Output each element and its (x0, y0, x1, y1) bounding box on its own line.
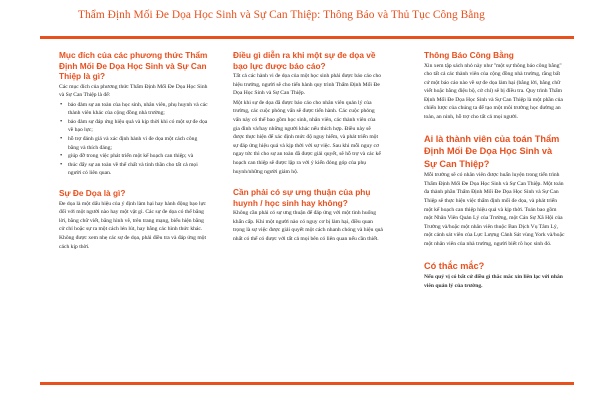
purpose-heading: Mục đích của các phương thức Thẩm Định Mối Đe Dọa Học Sinh và Sự Can Thiệp là gì? (59, 50, 208, 81)
purpose-intro: Các mục đích của phương thức Thẩm Định Mối Đe Dọa Học Sinh và Sự Can Thiệp là để: (59, 83, 208, 99)
what-happens-heading: Điều gì diễn ra khi một sự đe dọa về bạo lực được báo cáo? (233, 50, 376, 71)
list-item: • thúc đẩy sự an toàn về thể chất và tinh thần cho tất cả mọi người có liên quan. (59, 161, 209, 178)
threat-heading: Sự Đe Dọa là gì? (59, 188, 126, 199)
questions-heading: Có thắc mắc? (424, 260, 485, 271)
column-right (424, 50, 566, 291)
list-item: • bảo đảm sự đáp ứng hiệu quả và kịp thời khi có một sự đe dọa về bạo lực; (59, 118, 209, 135)
consent-text: Không cần phải có sự ưng thuận để đáp ứng với một tình huống khẩn cấp. Khi một người nào có nguy cơ bị làm hại, điều quan trọng là sự việc được giải quyết một cách nhanh chóng và hiệu quả nhất có thể có được với tất cả mọi bên có liên quan nếu cần thiết. (233, 210, 383, 242)
page-title: Thẩm Định Mối Đe Dọa Học Sinh và Sự Can Thiệp: Thông Báo và Thủ Tục Công Bằng (78, 9, 485, 21)
team-text: Mỗi trường sẽ có nhân viên được huấn luyện trong tiến trình Thẩm Định Mối Đe Dọa Học Sinh và Sự Can Thiệp. Một toán đa thành phần Thẩm Định Mối Đe Dọa Học Sinh và Sự Can Thiệp sẽ thực hiện việc thẩm định mối đe dọa, và phát triển một kế hoạch can thiệp hiệu quả và kịp thời. Toán bao gồm một Nhân Viên Quản Lý của Trường, một Cán Sự Xã Hội của Trường và/hoặc một nhân viên thuộc Ban Dịch Vụ Tâm Lý, một cảnh sát viên của Lực Lượng Cảnh Sát vùng York và/hoặc một nhân viên của nhà trường, người biết rõ học sinh đó. (424, 172, 565, 247)
list-item: • giúp đỡ trong việc phát triển một kế hoạch can thiệp; và (59, 152, 209, 161)
what-happens-p1: Tất cả các hành vi đe dọa của một học sinh phải được báo cáo cho hiệu trưởng, người sẽ cho tiến hành quy trình Thẩm Định Mối Đe Dọa Học Sinh và Sự Can Thiệp. (233, 73, 382, 97)
fair-notice-heading: Thông Báo Công Bằng (424, 50, 514, 60)
fair-notice-text: Xin xem tập sách nhỏ này như "một sự thông báo công bằng" cho tất cả các thành viên của cộng đồng nhà trường, rằng bất cứ một báo cáo nào về sự đe dọa làm hại (bằng lời, bằng chữ viết hoặc bằng điệu bộ, cử chỉ) sẽ bị điều tra. Quy trình Thẩm Định Mối Đe Dọa Học Sinh và Sự Can Thiệp là một phần của chiến lược của chúng ta để tạo một môi trường học đường an toàn, an ninh, hỗ trợ cho tất cả mọi người. (424, 62, 563, 121)
what-happens-p2: Một khi sự đe dọa đã được báo cáo cho nhân viên quản lý của trường, các cuộc phỏng vấn sẽ được tiến hành. Các cuộc phỏng vấn này có thể bao gồm học sinh, nhân viên, các thành viên của gia đình và/hay những người khác nếu thích hợp. Điều này sẽ được thực hiện để xác định mức độ nguy hiểm, và phát triển một sự đáp ứng hiệu quả và kịp thời với sự việc. Sau khi mỗi nguy cơ ngay tức thì cho sự an toàn đã được giải quyết, sẽ hỗ trợ và các kế hoạch can thiệp sẽ được lập ra với ý kiến đóng góp của phụ huynh/những người giám hộ. (233, 99, 381, 175)
list-item: • hỗ trợ đánh giá và xác định hành vi đe dọa một cách công bằng và thích đáng; (59, 135, 209, 152)
threat-text: Đe dọa là một dấu hiệu của ý định làm hại hay hành động bạo lực đối với một người nào hay một vật gì. Các sự đe dọa có thể bằng lời, bằng chữ viết, bằng hình vẽ, trên trang mạng, biểu hiện bằng cử chỉ hoặc sự ra một cách lén lút, hay bằng các hình thức khác. Không được xem nhẹ các sự đe dọa, phải điều tra và đáp ứng một cách kịp thời. (59, 200, 207, 250)
consent-heading: Cần phải có sự ưng thuận của phụ huynh / học sinh hay không? (233, 187, 371, 208)
bottom-divider (40, 382, 574, 385)
column-middle (233, 50, 383, 245)
team-heading: Ai là thành viên của toán Thẩm Định Mối Đe Dọa Học Sinh và Sự Can Thiệp? (424, 133, 560, 169)
column-left (59, 50, 209, 252)
list-item: • bảo đảm sự an toàn của học sinh, nhân viên, phụ huynh và các thành viên khác của cộng đồng nhà trường; (59, 101, 209, 118)
questions-text: Nếu quý vị có bất cứ điều gì thắc mắc xin liên lạc với nhân viên quản lý của trường. (424, 274, 563, 289)
purpose-list (59, 101, 209, 178)
top-divider (40, 36, 574, 39)
